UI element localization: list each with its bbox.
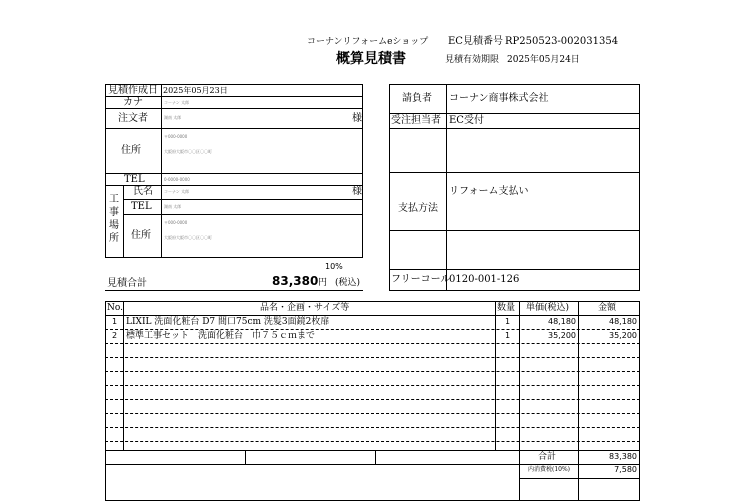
created-date-label: 見積作成日 (108, 85, 158, 96)
col-header-unit-price: 単価(税込) (526, 303, 570, 313)
row-name: 標準工事セット 洗面化粧台 巾７５ｃｍまで (126, 331, 316, 341)
site-tel-value: 湖南 太郎 (164, 204, 182, 209)
address-label: 住所 (121, 145, 141, 156)
row-no: 2 (112, 331, 118, 340)
document-title: 概算見積書 (336, 51, 406, 67)
orderer-sama: 様 (352, 113, 362, 124)
orderer-label: 注文者 (118, 113, 148, 124)
row-unit-price: 35,200 (548, 331, 576, 340)
payment-value: リフォーム支払い (449, 186, 529, 197)
site-address-line2: 大阪府大阪市〇〇区〇〇町 (164, 235, 212, 240)
estimate-total-tax-note: (税込) (335, 278, 361, 288)
kana-value: コーナン 太郎 (164, 100, 190, 105)
summary-total-value: 83,380 (609, 452, 637, 461)
shop-name: コーナンリフォームeショップ (307, 37, 429, 47)
freecall-value: 0120-001-126 (449, 274, 520, 285)
summary-tax-value: 7,580 (614, 465, 637, 474)
row-amount: 48,180 (609, 317, 637, 326)
tel-label: TEL (124, 174, 145, 185)
validity-label: 見積有効期限 (445, 55, 500, 65)
address-line2: 大阪府大阪市〇〇区〇〇町 (164, 149, 212, 154)
estimate-number-label: EC見積番号 (448, 36, 503, 47)
col-header-amount: 金額 (598, 303, 617, 313)
kana-label: カナ (123, 97, 143, 108)
col-header-name: 品名・企画・サイズ等 (260, 303, 350, 313)
col-header-no: No. (107, 303, 123, 313)
created-date: 2025年05月23日 (163, 86, 228, 95)
contractor-label: 請負者 (402, 93, 432, 104)
row-unit-price: 48,180 (548, 317, 576, 326)
freecall-label: フリーコール (391, 274, 451, 285)
orderer-value: 湖南 太郎 (164, 115, 182, 120)
site-address-line1: 〒000-0000 (164, 220, 188, 225)
payment-label: 支払方法 (398, 203, 438, 214)
contractor-value: コーナン商事株式会社 (449, 93, 549, 104)
estimate-total-unit: 円 (318, 278, 328, 288)
site-sama: 様 (352, 186, 362, 197)
summary-tax-label: 内消費税(10%) (528, 466, 571, 473)
site-name-label: 氏名 (133, 186, 153, 197)
staff-label: 受注担当者 (391, 115, 441, 126)
tel-value: 0-0000-0000 (164, 177, 190, 182)
site-tel-label: TEL (131, 201, 152, 212)
row-amount: 35,200 (609, 331, 637, 340)
estimate-total-amount: 83,380 (272, 274, 319, 288)
row-name: LIXIL 洗面化粧台 D7 間口75cm 洗髮3面鏡2枚扉 (126, 317, 330, 327)
staff-value: EC受付 (449, 115, 484, 126)
row-no: 1 (112, 317, 118, 326)
site-address-label: 住所 (131, 230, 151, 241)
address-line1: 〒000-0000 (164, 134, 188, 139)
col-header-qty: 数量 (497, 303, 516, 313)
validity-date: 2025年05月24日 (507, 55, 580, 65)
row-qty: 1 (505, 317, 511, 326)
tax-rate: 10% (325, 262, 343, 271)
row-qty: 1 (505, 331, 511, 340)
estimate-total-label: 見積合計 (107, 278, 147, 289)
summary-total-label: 合計 (538, 452, 557, 462)
estimate-number: RP250523-002031354 (505, 36, 619, 47)
site-name-value: コーナン 太郎 (164, 189, 190, 194)
site-location-label: 工 事 場 所 (109, 194, 119, 244)
